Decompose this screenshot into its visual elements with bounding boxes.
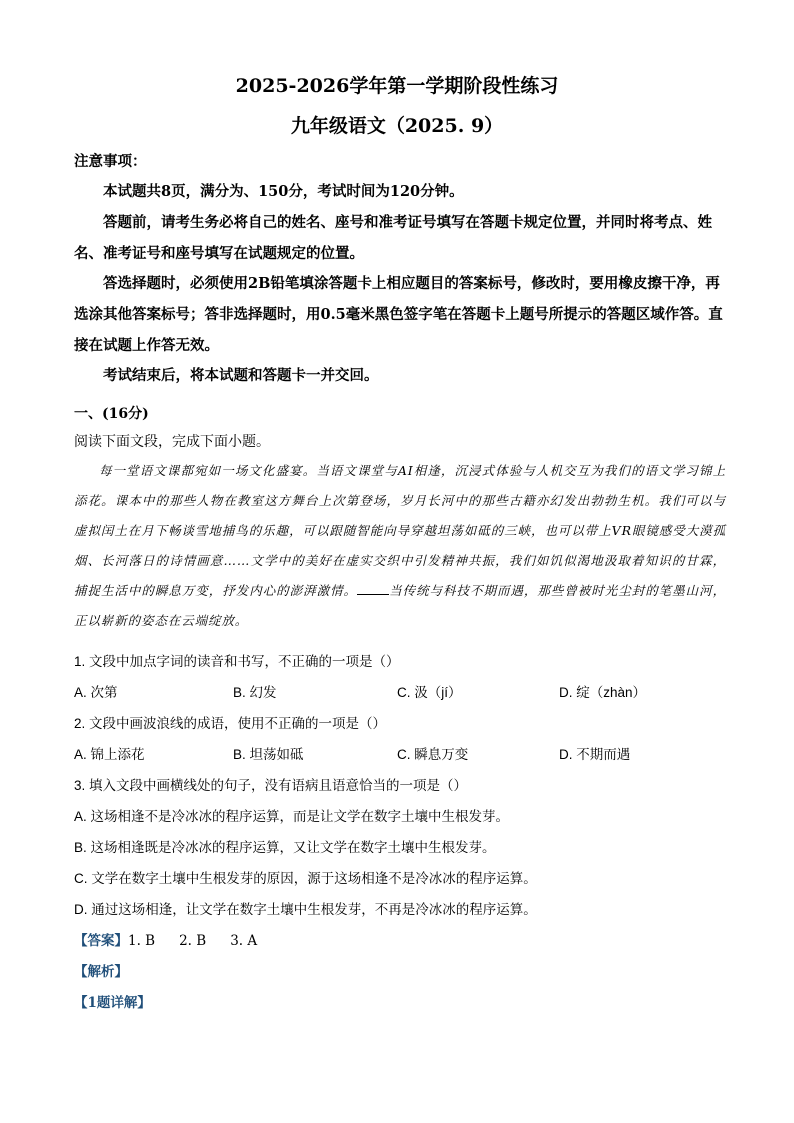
notice-label: 注意事项： [74,153,147,170]
passage-text-1: 每一堂语文课都宛如一场文化盛宴。当语文课堂与AI相逢，沉浸式体验与人机交互为我们的语文学习锦上添花。课本中的那些人物在教室这方舞台上次第登场，岁月长河中的那些古籍亦幻发出勃勃生机。我们可以与虚拟闰土在月下畅谈雪地捕鸟的乐趣，可以跟随智能向导穿越坦荡如砥的三峡，也可以带上VR眼镜感受大漠孤烟、长河落日的诗情画意……文学中的美好在虚实交织中引发精神共振，我们如饥似渴地汲取着知识的甘霖，捕捉生活中的瞬息万变，抒发内心的澎湃激情。 [74,463,726,598]
question-1-stem: 1. 文段中加点字词的读音和书写，不正确的一项是（） [74,654,400,669]
detail-label: 【1题详解】 [74,995,151,1011]
section-heading: 一、(16分) [74,406,149,422]
page-subtitle: 九年级语文（2025. 9） [290,115,504,137]
question-3-stem: 3. 填入文段中画横线处的句子，没有语病且语意恰当的一项是（） [74,778,468,793]
q3-option-c: C. 文学在数字土壤中生根发芽的原因，源于这场相逢不是冷冰冰的程序运算。 [74,871,537,886]
reading-passage [74,456,726,636]
passage-text-2: 当传统与科技不期而遇，那些曾被时光尘封的笔墨山河，正以崭新的姿态在云端绽放。 [74,583,726,628]
q3-option-a: A. 这场相逢不是冷冰冰的程序运算，而是让文学在数字土壤中生根发芽。 [74,809,510,824]
question-2-stem: 2. 文段中画波浪线的成语，使用不正确的一项是（） [74,716,387,731]
answer-1: 1. B [128,933,156,949]
q2-option-a: A. 锦上添花 [74,747,145,762]
answer-label: 【答案】 [74,933,128,949]
answer-line [74,929,257,949]
answer-2: 2. B [179,933,207,949]
q1-option-c: C. 汲（jí） [397,685,462,700]
notice-item-3: 答选择题时，必须使用2B铅笔填涂答题卡上相应题目的答案标号，修改时，要用橡皮擦干净，再选涂其他答案标号；答非选择题时，用0.5毫米黑色签字笔在答题卡上题号所提示的答题区域作答。直接在试题上作答无效。 [74,275,723,354]
notice-item-1: 本试题共8页，满分为、150分，考试时间为120分钟。 [103,183,464,200]
analysis-label: 【解析】 [74,964,128,980]
q3-option-b: B. 这场相逢既是冷冰冰的程序运算，又让文学在数字土壤中生根发芽。 [74,840,496,855]
fill-blank [357,580,389,595]
answer-3: 3. A [230,933,258,949]
q1-option-d: D. 绽（zhàn） [559,685,647,700]
q3-option-d: D. 通过这场相逢，让文学在数字土壤中生根发芽，不再是冷冰冰的程序运算。 [74,902,537,917]
notice-item-2: 答题前，请考生务必将自己的姓名、座号和准考证号填写在答题卡规定位置，并同时将考点、姓名、准考证号和座号填写在试题规定的位置。 [74,214,712,262]
q2-option-d: D. 不期而遇 [559,747,631,762]
q1-option-a: A. 次第 [74,685,118,700]
notice-item-4: 考试结束后，将本试题和答题卡一并交回。 [103,367,379,384]
section-instruction: 阅读下面文段，完成下面小题。 [74,433,270,449]
q1-option-b: B. 幻发 [233,685,277,700]
q2-option-c: C. 瞬息万变 [397,747,469,762]
q2-option-b: B. 坦荡如砥 [233,747,304,762]
page-title: 2025-2026学年第一学期阶段性练习 [235,75,559,97]
